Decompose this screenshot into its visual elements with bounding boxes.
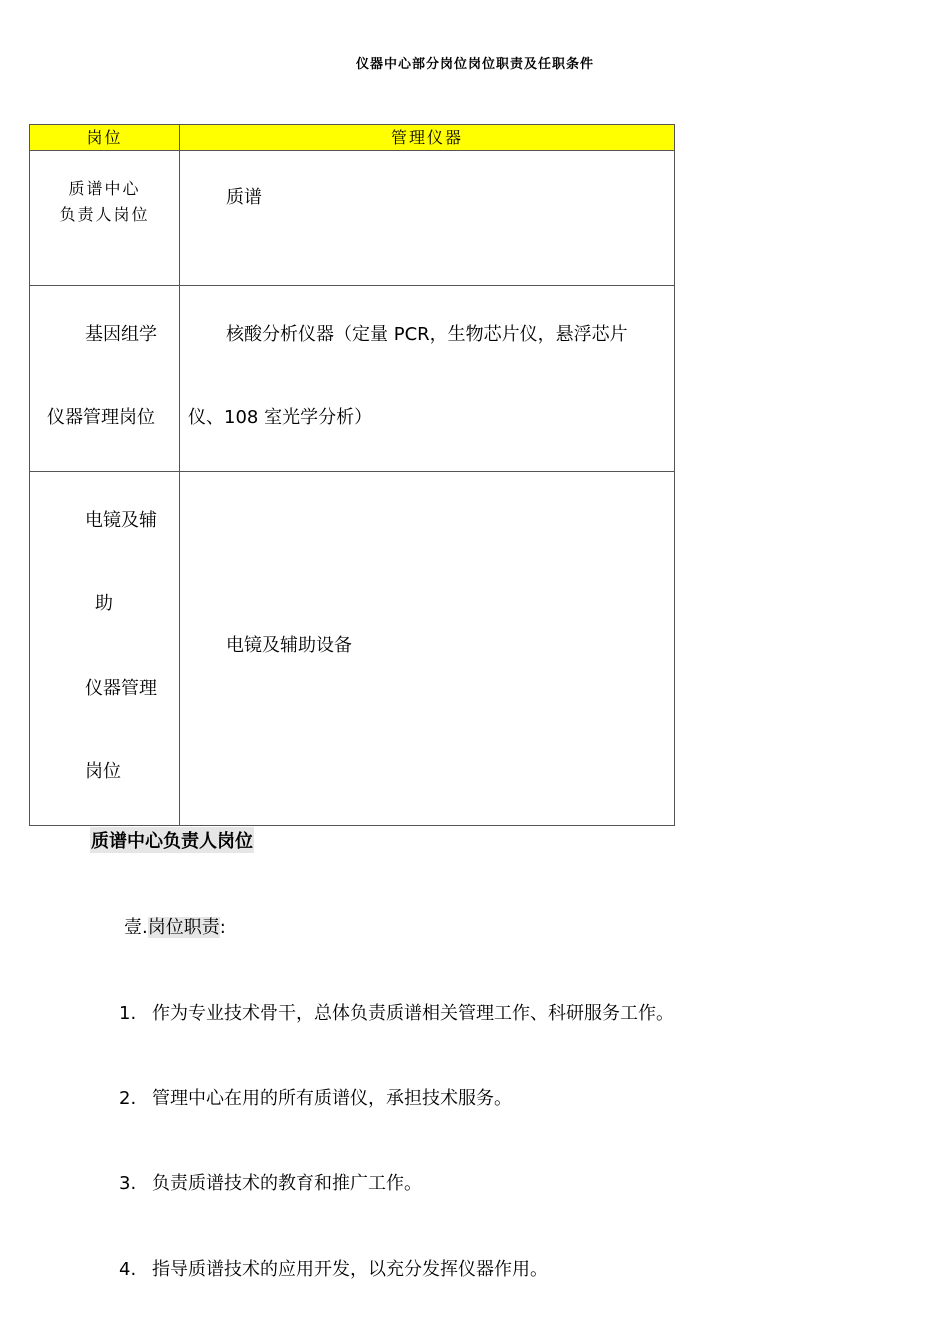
position-line: 仪器管理岗位	[47, 407, 155, 428]
list-item-number: 1.	[119, 1003, 137, 1024]
table-row	[30, 472, 675, 826]
list-item-text: 作为专业技术骨干，总体负责质谱相关管理工作、科研服务工作。	[152, 1003, 674, 1024]
instrument-line: 电镜及辅助设备	[226, 635, 352, 656]
instrument-line: 仪、108 室光学分析）	[188, 407, 373, 428]
instrument-cell	[180, 286, 675, 472]
list-item-number: 4.	[119, 1259, 137, 1280]
subheading-suffix: :	[219, 917, 226, 938]
subheading-prefix: 壹.	[124, 917, 148, 938]
document-title: 仪器中心部分岗位岗位职责及任职条件	[355, 57, 594, 72]
list-item-text: 管理中心在用的所有质谱仪，承担技术服务。	[152, 1088, 512, 1109]
header-position: 岗位	[30, 125, 180, 151]
list-item	[119, 1084, 512, 1110]
section-heading: 质谱中心负责人岗位	[90, 827, 254, 853]
header-instruments: 管理仪器	[180, 125, 675, 151]
table-header-row	[30, 125, 675, 151]
list-item-text: 指导质谱技术的应用开发，以充分发挥仪器作用。	[152, 1259, 548, 1280]
position-line: 电镜及辅	[85, 510, 157, 531]
position-line: 仪器管理	[85, 678, 157, 699]
list-item-number: 3.	[119, 1173, 137, 1194]
list-item-number: 2.	[119, 1088, 137, 1109]
list-item-text: 负责质谱技术的教育和推广工作。	[152, 1173, 422, 1194]
instrument-line: 核酸分析仪器（定量 PCR，生物芯片仪，悬浮芯片	[226, 324, 628, 345]
instrument-cell	[180, 151, 675, 286]
table-row	[30, 286, 675, 472]
subheading	[124, 913, 226, 939]
position-line: 助	[95, 593, 113, 614]
position-line: 基因组学	[85, 324, 157, 345]
table-row	[30, 151, 675, 286]
position-cell	[30, 286, 180, 472]
instrument-line: 质谱	[226, 187, 262, 208]
position-line: 岗位	[85, 761, 121, 782]
instrument-cell	[180, 472, 675, 826]
list-item	[119, 999, 674, 1025]
position-table	[29, 124, 675, 826]
list-item	[119, 1169, 422, 1195]
position-line: 负责人岗位	[59, 205, 150, 224]
list-item	[119, 1255, 548, 1281]
subheading-label: 岗位职责	[147, 917, 220, 938]
position-line: 质谱中心	[68, 179, 141, 198]
position-cell	[30, 472, 180, 826]
position-cell	[30, 151, 180, 286]
